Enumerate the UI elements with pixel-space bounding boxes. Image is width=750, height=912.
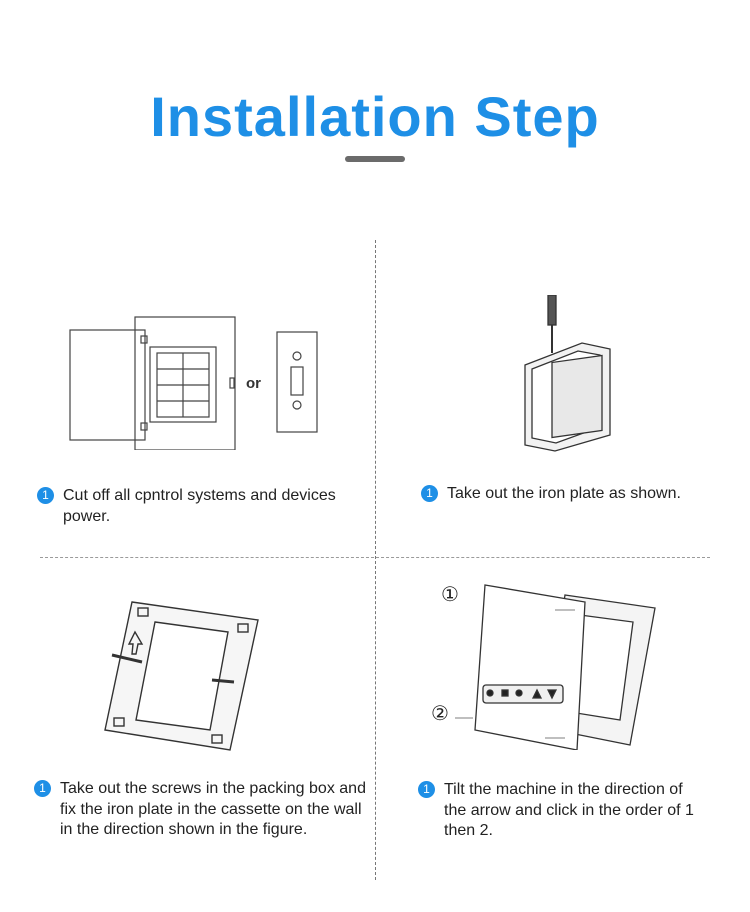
tilt-machine-illustration [455,580,665,750]
title-underline [345,156,405,162]
vertical-divider [375,240,376,880]
horizontal-divider [40,557,710,558]
step-text: Take out the iron plate as shown. [447,485,681,502]
remove-plate-illustration [520,295,620,455]
order-marker-2: ② [431,701,449,725]
step-number-badge: 1 [421,485,438,502]
step-number-badge: 1 [37,487,54,504]
breaker-panel-illustration [60,310,330,450]
page-title: Installation Step [150,85,600,148]
iron-plate-screws-illustration [100,600,265,752]
order-marker-1: ① [441,582,459,606]
step-1 [37,486,367,527]
step-text: Tilt the machine in the direction of the arrow and click in the order of 1 then 2. [444,781,694,839]
or-label: or [246,375,261,392]
step-text: Cut off all cpntrol systems and devices power. [63,487,336,525]
step-text: Take out the screws in the packing box and fix the iron plate in the cassette on the wall in the direction shown in the figure. [60,780,366,838]
step-2 [421,484,721,505]
step-3 [34,779,369,841]
step-number-badge: 1 [34,780,51,797]
step-4 [418,780,708,842]
step-number-badge: 1 [418,781,435,798]
